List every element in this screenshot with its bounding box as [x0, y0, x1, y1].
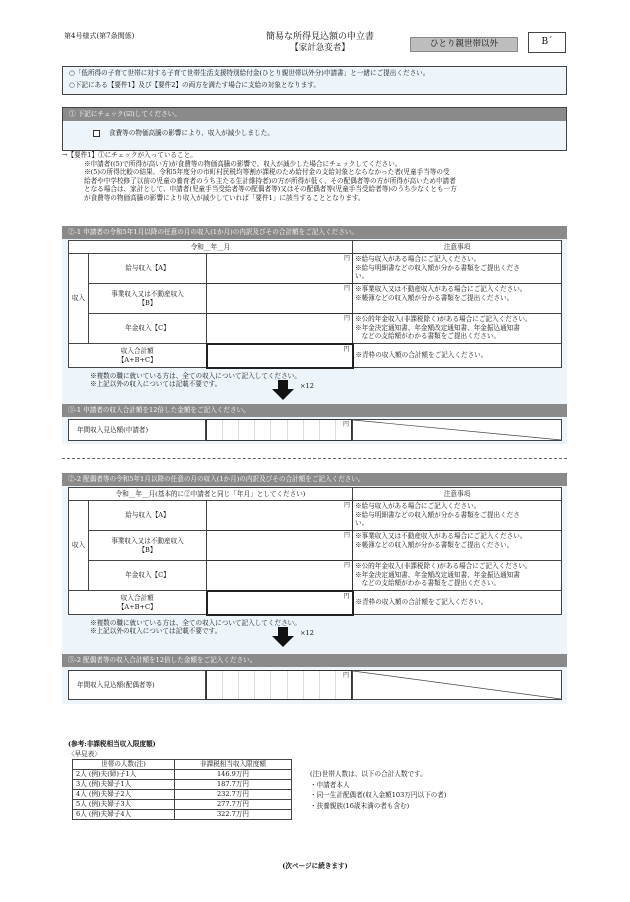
pension-income-field[interactable]: 円 [207, 314, 353, 344]
income-after-note: ※上記以外の収入については記載不要です。 [90, 380, 222, 389]
section-1-header: ① 下記にチェック(☑)してください。 [63, 108, 566, 121]
income-total-label: 収入合計額 【A+B+C】 [69, 591, 207, 615]
household-count-note: (注)世帯人数は、以下の合計人数です。 ・申請者本人 ・同一生計配偶者(収入金額103万円以下の者) ・扶養親族(16歳未満の者も含む) [310, 770, 447, 810]
req-line: が食費等の物価高騰の影響により収入が減少していれば「要件1」に該当することとなります。 [84, 193, 365, 202]
salary-income-field[interactable]: 円 [207, 254, 353, 284]
intro-box [62, 66, 567, 95]
business-income-field[interactable]: 円 [207, 284, 353, 314]
req-line: ※申請者((5)で所得が高い方)が食費等の物価高騰の影響で、収入が減少した場合にチェックしてください。 [84, 159, 402, 168]
req-line: →【要件1】①にチェックが入っていること。 [62, 151, 197, 159]
multiply-label: ×12 [300, 382, 314, 390]
business-income-notes: ※事業収入又は不動産収入がある場合にご記入ください。 ※帳簿などの収入額が分かる書類をご提出ください。 [353, 531, 562, 561]
section-3-2-header: ③-2 配偶者等の収入合計額を12倍した金額をご記入ください。 [62, 654, 567, 667]
pension-income-field[interactable]: 円 [207, 561, 353, 591]
table-row: 6人 (例)夫婦子4人 322.7万円 [73, 810, 292, 820]
continued-footer: (次ページに続きます) [282, 862, 348, 870]
income-side-label: 収入 [69, 254, 89, 344]
reference-title: (参考:非課税相当収入限度額) [68, 740, 156, 748]
salary-income-label: 給与収入【A】 [89, 501, 207, 531]
table-row: 2人 (例)夫(婦)子1人 146.9万円 [73, 770, 292, 780]
diagonal-strike [352, 419, 562, 441]
salary-income-notes: ※給与収入がある場合にご記入ください。 ※給与明細書などの収入額が分かる書類をご提出くださ い。 [353, 501, 562, 531]
pension-income-label: 年金収入【C】 [89, 561, 207, 591]
multiply-label: ×12 [300, 629, 314, 637]
pension-income-notes: ※公的年金収入(非課税除く)がある場合にご記入ください。 ※年金決定通知書、年金額改定通知書、年金振込通知書 などの支給額がわかる書類をご提出ください。 [353, 561, 562, 591]
salary-income-label: 給与収入【A】 [89, 254, 207, 284]
salary-income-field[interactable]: 円 [207, 501, 353, 531]
income-total-label: 収入合計額 【A+B+C】 [69, 344, 207, 368]
month-header: 令和__年__月(基本的に②申請者と同じ「年月」としてください) [69, 488, 353, 501]
ref-col-header: 非課税相当収入限度額 [175, 760, 292, 770]
annual-applicant-label: 年間収入見込額(申請者) [68, 419, 206, 441]
business-income-label: 事業収入又は不動産収入 【B】 [89, 284, 207, 314]
pension-income-notes: ※公的年金収入(非課税除く)がある場合にご記入ください。 ※年金決定通知書、年金額改定通知書、年金振込通知書 などの支給額がわかる書類をご提出ください。 [353, 314, 562, 344]
req-line: ※(5)の所得比較の結果、令和5年度分の市町村民税均等割が課税のため給付金の支給対象とならなかった者(児童手当等の受 [84, 168, 450, 177]
form-number: 第4号様式(第7条関係) [64, 32, 135, 40]
notes-header: 注意事項 [353, 488, 562, 501]
business-income-notes: ※事業収入又は不動産収入がある場合にご記入ください。 ※帳簿などの収入額が分かる書類をご提出ください。 [353, 284, 562, 314]
annual-applicant-row [68, 419, 562, 441]
annual-applicant-field[interactable]: 円 [206, 419, 352, 441]
intro-line: ○下記にある【要件1】及び【要件2】の両方を満たす場合に支給の対象となります。 [69, 80, 320, 89]
intro-line: ○「低所得の子育て世帯に対する子育て世帯生活支援特別給付金(ひとり親世帯以外分)申請書」と一緒にご提出ください。 [69, 69, 430, 77]
annual-spouse-field[interactable]: 円 [206, 670, 352, 700]
annual-spouse-label: 年間収入見込額(配偶者等) [68, 670, 206, 700]
price-impact-checkbox[interactable] [93, 130, 100, 137]
salary-income-notes: ※給与収入がある場合にご記入ください。 ※給与明細書などの収入額が分かる書類をご提出くださ い。 [353, 254, 562, 284]
income-total-note: ※青枠の収入額の合計額をご記入ください。 [353, 591, 562, 615]
ref-col-header: 世帯の人数(注) [73, 760, 175, 770]
table-row: 4人 (例)夫婦子2人 232.7万円 [73, 790, 292, 800]
notes-header: 注意事項 [353, 241, 562, 254]
income-table-applicant [68, 240, 562, 389]
reference-table [72, 759, 292, 820]
income-after-note: ※上記以外の収入については記載不要です。 [90, 627, 222, 636]
section-2-2 [62, 473, 567, 683]
req-line: となる場合は、家計として、申請者(児童手当受給者等の配偶者等)又はその配偶者等(児童手当受給者等)のうち少なくとも一方 [84, 185, 457, 194]
income-after-note: ※複数の職に就いている方は、全ての収入について記入してください。 [90, 618, 301, 627]
page-title: 簡易な所得見込額の申立書 [265, 32, 374, 42]
section-3-2 [62, 654, 567, 704]
income-total-note: ※青枠の収入額の合計額をご記入ください。 [353, 344, 562, 368]
arrow-down-icon [272, 627, 294, 647]
req-line: 給者や中学校修了以前の児童の養育者のうち主たる生計維持者)の方が所得が低く、その配偶者等の方が所得が高いため申請者 [84, 176, 456, 185]
income-table-spouse [68, 487, 562, 636]
household-tag: ひとり親世帯以外 [410, 37, 518, 52]
checkbox-label: 食費等の物価高騰の影響により、収入が減少しました。 [109, 129, 274, 137]
requirement-1-notes [62, 151, 572, 202]
business-income-label: 事業収入又は不動産収入 【B】 [89, 531, 207, 561]
page-subtitle: 【家計急変者】 [290, 43, 350, 53]
income-side-label: 収入 [69, 501, 89, 591]
section-2-2-header: ②-2 配偶者等の令和5年1月以降の任意の月の収入(1か月)の内訳及びその合計額をご記入ください。 [62, 473, 567, 486]
income-after-note: ※複数の職に就いている方は、全ての収入について記入してください。 [90, 371, 301, 380]
arrow-down-icon [272, 380, 294, 400]
diagonal-strike [352, 670, 562, 700]
month-header: 令和__年__月 [69, 241, 353, 254]
income-total-field[interactable]: 円 [207, 344, 353, 368]
section-2-1-header: ②-1 申請者の令和5年1月以降の任意の月の収入(1か月)の内訳及びその合計額をご記入ください。 [62, 226, 567, 239]
business-income-field[interactable]: 円 [207, 531, 353, 561]
form-code: B´ [528, 32, 566, 53]
section-3-1-header: ③-1 申請者の収入合計額を12倍した金額をご記入ください。 [62, 404, 567, 417]
pension-income-label: 年金収入【C】 [89, 314, 207, 344]
section-3-1 [62, 404, 567, 444]
income-total-field[interactable]: 円 [207, 591, 353, 615]
section-1 [62, 107, 567, 151]
section-divider [62, 458, 567, 459]
table-row: 3人 (例)夫婦子1人 187.7万円 [73, 780, 292, 790]
table-row: 5人 (例)夫婦子3人 277.7万円 [73, 800, 292, 810]
reference-subtitle: 〈早見表〉 [68, 750, 101, 758]
annual-spouse-row [68, 670, 562, 700]
